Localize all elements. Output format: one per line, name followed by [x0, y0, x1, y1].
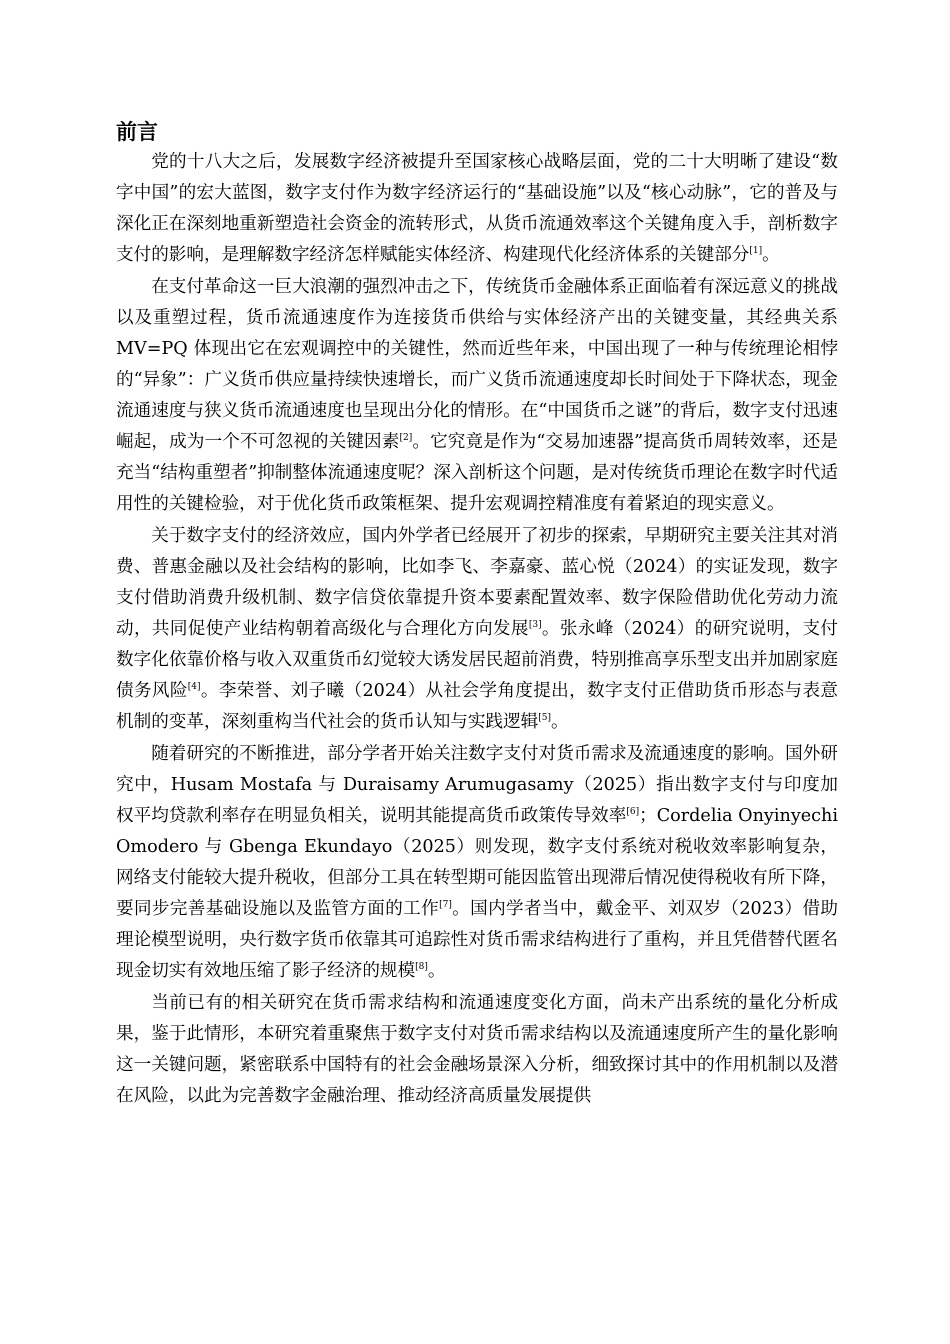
- paragraph-text: 。张永峰（2024）的研究说明，支付数字化依靠价格与收入双重货币幻觉较大诱发居民超前消费，特别推高享乐型支出并加剧家庭债务风险: [116, 619, 838, 701]
- citation-ref: [2]: [399, 433, 413, 443]
- paragraph-text: 。: [427, 961, 446, 981]
- body-text: [116, 147, 838, 1112]
- citation-ref: [6]: [626, 807, 640, 817]
- citation-ref: [4]: [187, 682, 201, 692]
- citation-ref: [5]: [538, 713, 552, 723]
- paragraph-text: 关于数字支付的经济效应，国内外学者已经展开了初步的探索，早期研究主要关注其对消费、普惠金融以及社会结构的影响，比如李飞、李嘉豪、蓝心悦（2024）的实证发现，数字支付借助消费升级机制、数字信贷依靠提升资本要素配置效率、数字保险借助优化劳动力流动，共同促使产业结构朝着高级化与合理化方向发展: [116, 526, 838, 639]
- paragraph: [116, 147, 838, 271]
- section-heading: 前言: [116, 120, 158, 144]
- paragraph: [116, 739, 838, 987]
- paragraph-text: 当前已有的相关研究在货币需求结构和流通速度变化方面，尚未产出系统的量化分析成果，鉴于此情形，本研究着重聚焦于数字支付对货币需求结构以及流通速度所产生的量化影响这一关键问题，紧密联系中国特有的社会金融场景深入分析，细致探讨其中的作用机制以及潜在风险，以此为完善数字金融治理、推动经济高质量发展提供: [116, 993, 838, 1106]
- paragraph-text: 。国内学者当中，戴金平、刘双岁（2023）借助理论模型说明，央行数字货币依靠其可追踪性对货币需求结构进行了重构，并且凭借替代匿名现金切实有效地压缩了影子经济的规模: [116, 899, 838, 981]
- paragraph: [116, 988, 838, 1112]
- citation-ref: [7]: [439, 900, 452, 910]
- paragraph-text: ；Cordelia Onyinyechi Omodero 与 Gbenga Ekundayo（2025）则发现，数字支付系统对税收效率影响复杂，网络支付能较大提升税收，但部分工具在转型期可能因监管出现滞后情况使得税收有所下降，要同步完善基础设施以及监管方面的工作: [116, 806, 838, 919]
- paragraph-text: 。李荣誉、刘子曦（2024）从社会学角度提出，数字支付正借助货币形态与表意机制的变革，深刻重构当代社会的货币认知与实践逻辑: [116, 681, 838, 732]
- citation-ref: [3]: [528, 620, 542, 630]
- citation-ref: [8]: [415, 962, 428, 972]
- paragraph-text: 党的十八大之后，发展数字经济被提升至国家核心战略层面，党的二十大明晰了建设“数字中国”的宏大蓝图，数字支付作为数字经济运行的“基础设施”以及“核心动脉”，它的普及与深化正在深刻地重新塑造社会资金的流转形式，从货币流通效率这个关键角度入手，剖析数字支付的影响，是理解数字经济怎样赋能实体经济、构建现代化经济体系的关键部分: [116, 152, 838, 265]
- paragraph-text: 。: [762, 245, 780, 265]
- paragraph-text: 。它究竟是作为“交易加速器”提高货币周转效率，还是充当“结构重塑者”抑制整体流通速度呢？深入剖析这个问题，是对传统货币理论在数字时代适用性的关键检验，对于优化货币政策框架、提升宏观调控精准度有着紧迫的现实意义。: [116, 432, 838, 514]
- paragraph-text: 。: [551, 712, 569, 732]
- paragraph-text: 在支付革命这一巨大浪潮的强烈冲击之下，传统货币金融体系正面临着有深远意义的挑战以及重塑过程，货币流通速度作为连接货币供给与实体经济产出的关键变量，其经典关系 MV=PQ 体现出它在宏观调控中的关键性，然而近些年来，中国出现了一种与传统理论相悖的“异象”：广义货币供应量持续快速增长，而广义货币流通速度却长时间处于下降状态，现金流通速度与狭义货币流通速度也呈现出分化的情形。在“中国货币之谜”的背后，数字支付迅速崛起，成为一个不可忽视的关键因素: [116, 277, 838, 452]
- paragraph: [116, 272, 838, 520]
- paragraph-text: 随着研究的不断推进，部分学者开始关注数字支付对货币需求及流通速度的影响。国外研究中，Husam Mostafa 与 Duraisamy Arumugasamy（2025）指出数字支付与印度加权平均贷款利率存在明显负相关，说明其能提高货币政策传导效率: [116, 744, 838, 826]
- citation-ref: [1]: [749, 246, 763, 256]
- paragraph: [116, 521, 838, 738]
